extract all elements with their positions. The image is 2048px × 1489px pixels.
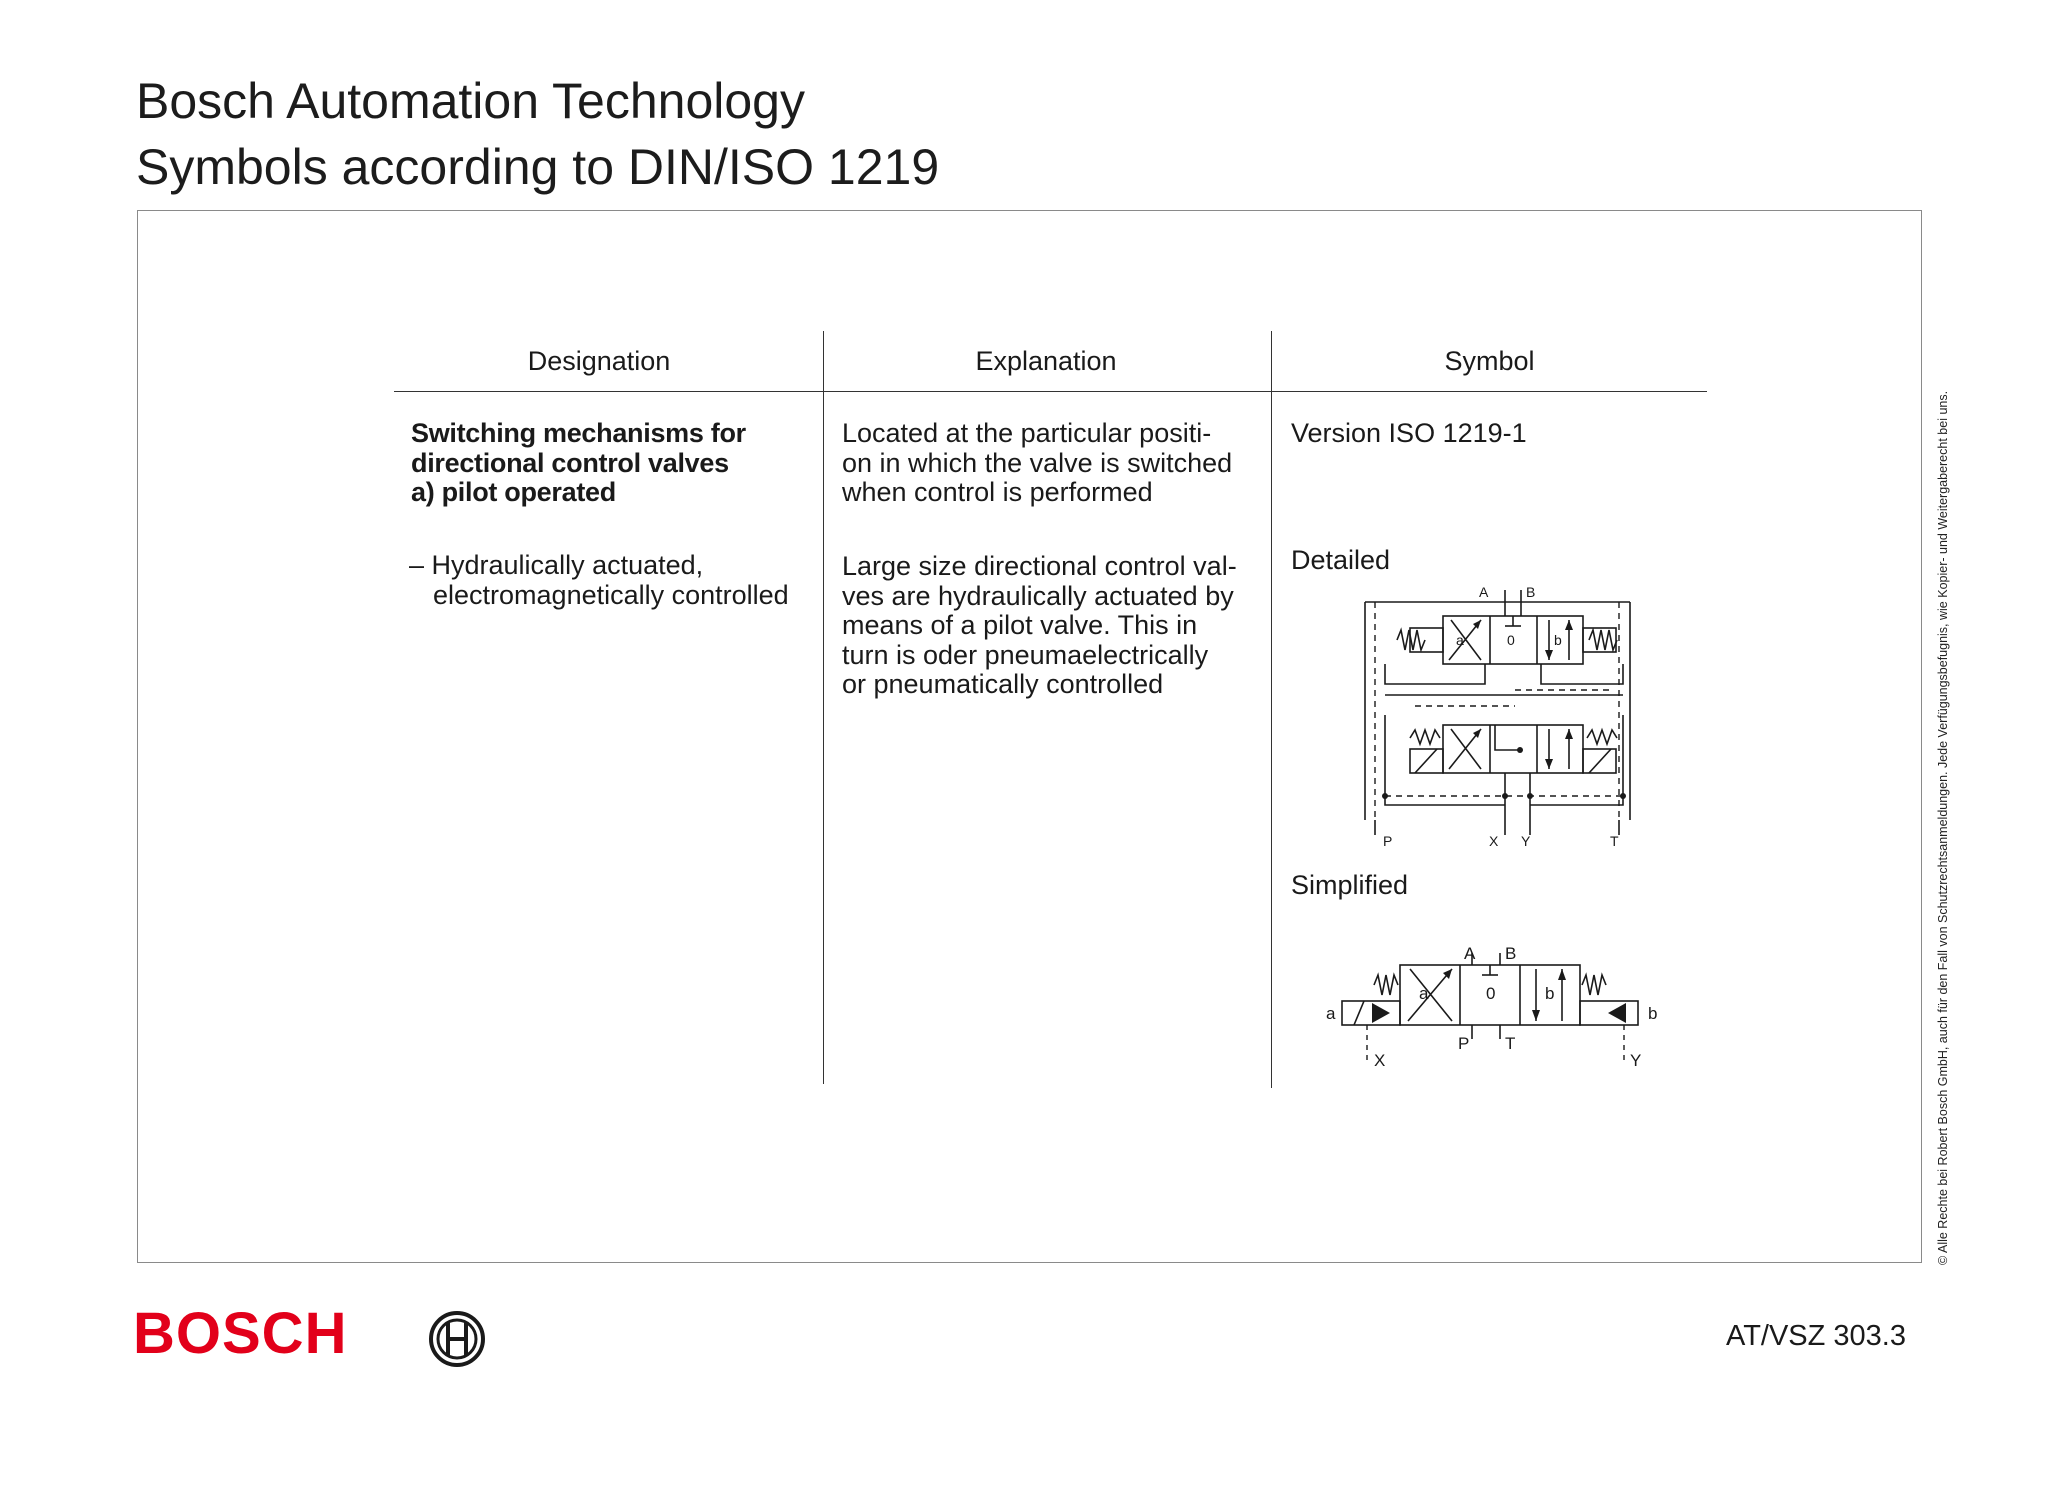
explanation-line: turn is oder pneumaelectrically	[842, 639, 1209, 670]
simplified-port-b-label: B	[1505, 944, 1517, 963]
explanation-line: ves are hydraulically actuated by	[842, 580, 1234, 611]
section-explanation	[842, 419, 1232, 508]
symbol-version: Version ISO 1219-1	[1291, 418, 1527, 448]
section-title-line: a) pilot operated	[411, 477, 616, 507]
detailed-port-x-label: X	[1489, 833, 1499, 849]
column-header-designation: Designation	[527, 346, 671, 376]
page-title	[136, 68, 939, 200]
explanation-line: means of a pilot valve. This in	[842, 610, 1198, 640]
detailed-port-b-label: B	[1526, 584, 1536, 600]
simplified-port-y-label: Y	[1630, 1051, 1642, 1070]
simplified-position-a-label: a	[1419, 984, 1429, 1003]
explanation-line: when control is performed	[842, 477, 1153, 507]
item-explanation	[842, 552, 1237, 700]
bosch-armature-icon	[428, 1310, 486, 1368]
column-divider-2	[1271, 331, 1272, 1088]
simplified-port-a-label: A	[1464, 944, 1476, 963]
simplified-port-p-label: P	[1458, 1034, 1470, 1053]
bosch-wordmark: BOSCH	[133, 1301, 348, 1366]
explanation-line: Located at the particular positi-	[842, 418, 1212, 448]
item-designation-line: electromagnetically controlled	[433, 579, 789, 610]
detailed-port-t-label: T	[1610, 833, 1619, 849]
detailed-label: Detailed	[1291, 545, 1391, 575]
document-number: AT/VSZ 303.3	[1726, 1320, 1906, 1352]
simplified-port-x-label: X	[1374, 1051, 1386, 1070]
simplified-position-0-label: 0	[1486, 984, 1496, 1003]
column-header-explanation: Explanation	[975, 346, 1117, 376]
simplified-valve-symbol	[1312, 935, 1692, 1075]
title-line-1: Bosch Automation Technology	[136, 73, 805, 129]
simplified-actuator-b-label: b	[1648, 1004, 1658, 1023]
simplified-position-b-label: b	[1545, 984, 1555, 1003]
section-title-line: Switching mechanisms for	[411, 418, 746, 448]
detailed-port-a-label: A	[1479, 584, 1489, 600]
title-line-2: Symbols according to DIN/ISO 1219	[136, 139, 940, 195]
copyright-notice: © Alle Rechte bei Robert Bosch GmbH, auch für den Fall von Schutzrechtsanmeldungen. Jede Verfügungsbefugnis, wie Kopier- und Weitergaberecht bei uns.	[1936, 390, 1950, 1265]
detailed-position-0-label: 0	[1507, 632, 1515, 648]
section-title	[411, 419, 746, 508]
column-divider-1	[823, 331, 824, 1084]
simplified-port-t-label: T	[1505, 1034, 1516, 1053]
simplified-actuator-a-label: a	[1326, 1004, 1336, 1023]
explanation-line: or pneumatically controlled	[842, 669, 1164, 699]
header-rule	[394, 391, 1707, 392]
simplified-label: Simplified	[1291, 870, 1409, 900]
explanation-line: Large size directional control val-	[842, 551, 1237, 581]
detailed-position-b-label: b	[1554, 632, 1562, 648]
column-header-symbol: Symbol	[1444, 346, 1535, 376]
detailed-port-y-label: Y	[1521, 833, 1531, 849]
explanation-line: on in which the valve is switched	[842, 447, 1233, 478]
detailed-port-p-label: P	[1383, 833, 1393, 849]
detailed-valve-symbol	[1355, 580, 1640, 850]
detailed-position-a-label: a	[1456, 632, 1464, 648]
item-designation	[409, 551, 789, 610]
item-designation-line: – Hydraulically actuated,	[409, 550, 704, 580]
section-title-line: directional control valves	[411, 447, 729, 478]
